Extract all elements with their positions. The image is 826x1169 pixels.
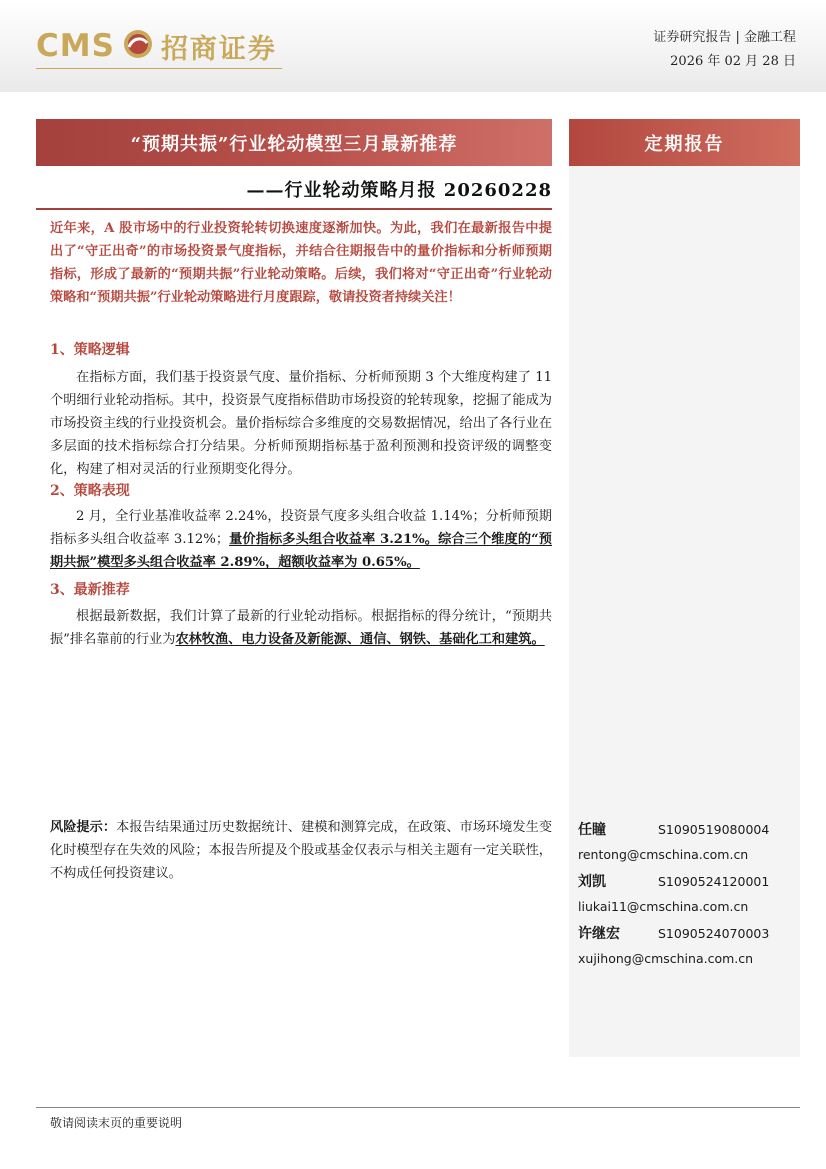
section-text-performance bbox=[50, 505, 552, 574]
risk-warning bbox=[50, 816, 552, 885]
logo-chinese-text: 招商证券 bbox=[160, 33, 277, 65]
analyst-cert: S1090524070003 bbox=[658, 925, 770, 941]
logo-emblem-icon bbox=[121, 29, 155, 63]
risk-label: 风险提示： bbox=[50, 820, 117, 835]
section-title-performance: 2、策略表现 bbox=[50, 483, 130, 499]
logo-latin-text: CMS bbox=[36, 28, 115, 64]
report-tag: 定期报告 bbox=[644, 133, 725, 155]
analyst-card bbox=[578, 816, 788, 868]
analyst-name: 刘凯 bbox=[578, 874, 606, 890]
report-type: 证券研究报告 | 金融工程 bbox=[653, 30, 796, 45]
report-date: 2026 年 02 月 28 日 bbox=[670, 54, 796, 69]
analyst-email[interactable]: xujihong@cmschina.com.cn bbox=[578, 951, 754, 966]
title-divider bbox=[36, 208, 552, 210]
risk-text: 本报告结果通过历史数据统计、建模和测算完成，在政策、市场环境发生变化时模型存在失效的风险；本报告所提及个股或基金仅表示与相关主题有一定关联性，不构成任何投资建议。 bbox=[50, 820, 553, 881]
company-logo bbox=[36, 24, 277, 68]
performance-plain-text: 2 月，全行业基准收益率 2.24%，投资景气度多头组合收益 1.14%；分析师预期指标多头组合收益率 3.12%； bbox=[50, 509, 552, 547]
report-title: “预期共振”行业轮动模型三月最新推荐 bbox=[130, 133, 458, 155]
analyst-name: 许继宏 bbox=[578, 926, 620, 942]
performance-highlight-text: 量价指标多头组合收益率 3.21%。综合三个维度的“预期共振”模型多头组合收益率 2.89%，超额收益率为 0.65%。 bbox=[50, 532, 552, 570]
section-text-logic: 在指标方面，我们基于投资景气度、量价指标、分析师预期 3 个大维度构建了 11 个明细行业轮动指标。其中，投资景气度指标借助市场投资的轮转现象，挖掘了能成为市场投资主线的行业投资机会。量价指标综合多维度的交易数据情况，给出了各行业在多层面的技术指标综合打分结果。分析师预期指标基于盈利预测和投资评级的调整变化，构建了相对灵活的行业预期变化得分。 bbox=[50, 370, 552, 477]
analyst-email[interactable]: rentong@cmschina.com.cn bbox=[578, 847, 749, 862]
section-title-recommendation: 3、最新推荐 bbox=[50, 582, 130, 598]
footer-divider bbox=[36, 1107, 800, 1108]
report-tag-banner bbox=[569, 119, 800, 166]
analyst-card bbox=[578, 920, 788, 972]
analyst-name: 任瞳 bbox=[578, 822, 606, 838]
analyst-card bbox=[578, 868, 788, 920]
footer-note: 敬请阅读末页的重要说明 bbox=[50, 1116, 183, 1130]
analyst-cert: S1090524120001 bbox=[658, 873, 770, 889]
section-text-recommendation bbox=[50, 605, 552, 651]
section-title-logic: 1、策略逻辑 bbox=[50, 342, 130, 358]
recommendation-highlight-text: 农林牧渔、电力设备及新能源、通信、钢铁、基础化工和建筑。 bbox=[175, 632, 545, 647]
header-meta bbox=[653, 26, 796, 74]
abstract: 近年来，A 股市场中的行业投资轮转切换速度逐渐加快。为此，我们在最新报告中提出了“守正出奇”的市场投资景气度指标，并结合往期报告中的量价指标和分析师预期指标，形成了最新的“预期共振”行业轮动策略。后续，我们将对“守正出奇”行业轮动策略和“预期共振”行业轮动策略进行月度跟踪，敬请投资者持续关注！ bbox=[50, 221, 552, 305]
logo-underline bbox=[36, 68, 282, 69]
analyst-email[interactable]: liukai11@cmschina.com.cn bbox=[578, 899, 749, 914]
recommendation-plain-text: 根据最新数据，我们计算了最新的行业轮动指标。根据指标的得分统计，“预期共振”排名靠前的行业为 bbox=[50, 609, 552, 647]
report-subtitle: ——行业轮动策略月报 20260228 bbox=[246, 180, 552, 201]
analyst-cert: S1090519080004 bbox=[658, 821, 770, 837]
title-banner bbox=[36, 119, 552, 166]
